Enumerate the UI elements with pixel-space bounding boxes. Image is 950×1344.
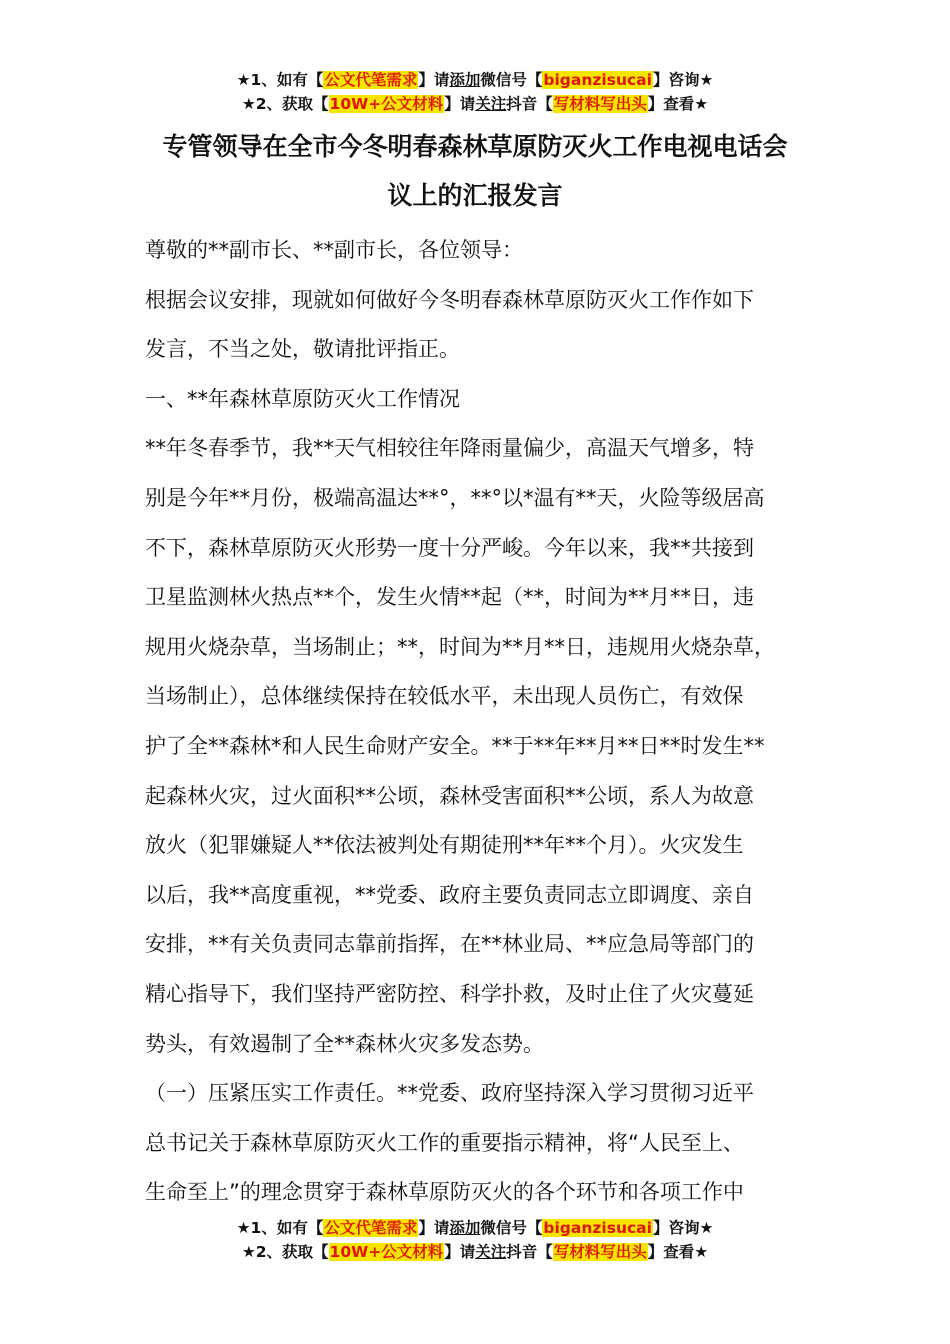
banner-highlight: 写材料写出头 [553,95,647,113]
banner-emphasis: 关注 [475,1243,507,1261]
document-body [145,226,835,1218]
banner-highlight: 10W+公文材料 [329,95,444,113]
body-line: **年冬春季节，我**天气相较往年降雨量偏少，高温天气增多，特 [145,436,754,461]
banner-emphasis: 添加 [449,71,481,89]
banner-highlight: biganzisucai [543,1219,652,1237]
body-line: 发言，不当之处，敬请批评指正。 [145,337,460,362]
banner-highlight: 公文代笔需求 [324,1219,418,1237]
banner-emphasis: 关注 [475,95,507,113]
banner-text: 微信号【 [480,71,543,89]
banner-text: ★1、如有【 [236,71,324,89]
body-line: 起森林火灾，过火面积**公顷，森林受害面积**公顷，系人为故意 [145,783,754,808]
body-line: 卫星监测林火热点**个，发生火情**起（**，时间为**月**日，违 [145,585,754,610]
banner-text: 】请 [444,95,476,113]
banner-text: 】咨询★ [652,71,714,89]
body-line: 安排，**有关负责同志靠前指挥，在**林业局、**应急局等部门的 [145,932,754,957]
banner-text: ★1、如有【 [236,1219,324,1237]
body-line: 放火（犯罪嫌疑人**依法被判处有期徒刑**年**个月）。火灾发生 [145,833,744,858]
section-heading: 一、**年森林草原防灭火工作情况 [145,386,460,411]
banner-text: 微信号【 [480,1219,543,1237]
banner-text: 】咨询★ [652,1219,714,1237]
banner-text: 】查看★ [647,1243,709,1261]
banner-line-2 [0,1240,950,1264]
body-line: 尊敬的**副市长、**副市长，各位领导： [145,238,523,262]
document-title-line-1: 专管领导在全市今冬明春森林草原防灭火工作电视电话会 [162,132,788,161]
banner-text: 】请 [418,71,450,89]
banner-text: ★2、获取【 [241,1243,329,1261]
body-line: 精心指导下，我们坚持严密防控、科学扑救，及时止住了火灾蔓延 [145,981,754,1006]
body-line: 总书记关于森林草原防灭火工作的重要指示精神，将“人民至上、 [145,1130,744,1155]
banner-line-1 [0,68,950,92]
banner-text: ★2、获取【 [241,95,329,113]
banner-highlight: 10W+公文材料 [329,1243,444,1261]
banner-line-2 [0,92,950,116]
body-line: 生命至上”的理念贯穿于森林草原防灭火的各个环节和各项工作中 [145,1180,744,1205]
body-line: 根据会议安排，现就如何做好今冬明春森林草原防灭火工作作如下 [145,287,754,312]
body-line: 别是今年**月份，极端高温达**°，**°以*温有**天，火险等级居高 [145,485,765,510]
body-line: 规用火烧杂草，当场制止；**，时间为**月**日，违规用火烧杂草， [145,634,775,659]
banner-emphasis: 添加 [449,1219,481,1237]
banner-text: 】请 [418,1219,450,1237]
subsection-heading: （一）压紧压实工作责任。**党委、政府坚持深入学习贯彻习近平 [145,1081,754,1106]
body-line: 势头，有效遏制了全**森林火灾多发态势。 [145,1031,544,1056]
banner-line-1 [0,1216,950,1240]
banner-highlight: biganzisucai [543,71,652,89]
banner-highlight: 公文代笔需求 [324,71,418,89]
top-banner [0,68,950,116]
document-title-line-2: 议上的汇报发言 [387,181,563,210]
banner-text: 抖音【 [506,1243,553,1261]
body-line: 以后，我**高度重视，**党委、政府主要负责同志立即调度、亲自 [145,882,754,907]
banner-text: 】查看★ [647,95,709,113]
body-line: 护了全**森林*和人民生命财产安全。**于**年**月**日**时发生** [145,733,765,758]
banner-highlight: 写材料写出头 [553,1243,647,1261]
banner-text: 】请 [444,1243,476,1261]
body-line: 当场制止），总体继续保持在较低水平，未出现人员伤亡，有效保 [145,684,744,709]
body-line: 不下，森林草原防灭火形势一度十分严峻。今年以来，我**共接到 [145,535,754,560]
bottom-banner [0,1216,950,1264]
banner-text: 抖音【 [506,95,553,113]
